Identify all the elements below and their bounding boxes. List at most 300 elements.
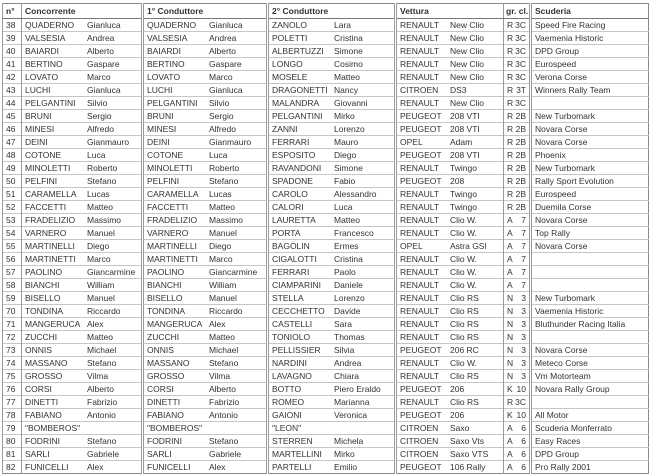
cell-concorrente bbox=[22, 357, 143, 370]
conduttore1-surname: "BOMBEROS" bbox=[147, 423, 203, 433]
cell-group-class bbox=[504, 292, 531, 305]
cell-scuderia: New Turbomark bbox=[531, 110, 649, 123]
cell-concorrente bbox=[22, 97, 143, 110]
vettura-model: Clio W. bbox=[450, 254, 477, 264]
group-value: A bbox=[507, 241, 513, 251]
cell-vettura bbox=[396, 84, 504, 97]
concorrente-surname: BISELLO bbox=[25, 293, 61, 303]
vettura-model: Saxo VTS bbox=[450, 449, 489, 459]
conduttore1-surname: FODRINI bbox=[147, 436, 182, 446]
cell-conduttore1 bbox=[143, 292, 268, 305]
cell-scuderia: Rally Sport Evolution bbox=[531, 175, 649, 188]
table-row bbox=[3, 305, 649, 318]
class-value: 3C bbox=[515, 397, 526, 407]
cell-conduttore2 bbox=[268, 396, 396, 409]
vettura-make: PEUGEOT bbox=[400, 410, 442, 420]
group-value: R bbox=[507, 46, 514, 56]
conduttore1-surname: FRADELIZIO bbox=[147, 215, 198, 225]
vettura-make: RENAULT bbox=[400, 280, 440, 290]
conduttore2-firstname: Mirko bbox=[334, 111, 355, 121]
cell-vettura bbox=[396, 201, 504, 214]
table-row bbox=[3, 123, 649, 136]
vettura-make: CITROEN bbox=[400, 436, 439, 446]
cell-group-class bbox=[504, 383, 531, 396]
concorrente-firstname: Gabriele bbox=[87, 449, 120, 459]
cell-entry-number: 71 bbox=[3, 318, 22, 331]
cell-concorrente bbox=[22, 58, 143, 71]
conduttore1-firstname: William bbox=[209, 280, 237, 290]
conduttore1-surname: SARLI bbox=[147, 449, 172, 459]
class-value: 3 bbox=[521, 358, 526, 368]
cell-scuderia: Novara Corse bbox=[531, 214, 649, 227]
cell-entry-number: 75 bbox=[3, 370, 22, 383]
concorrente-firstname: Antonio bbox=[87, 410, 116, 420]
cell-group-class bbox=[504, 175, 531, 188]
conduttore2-firstname: Paolo bbox=[334, 267, 356, 277]
concorrente-firstname: Matteo bbox=[87, 332, 113, 342]
class-value: 3 bbox=[521, 319, 526, 329]
cell-concorrente bbox=[22, 409, 143, 422]
cell-scuderia: Phoenix bbox=[531, 149, 649, 162]
table-row bbox=[3, 110, 649, 123]
cell-group-class bbox=[504, 58, 531, 71]
class-value: 3C bbox=[515, 98, 526, 108]
class-value: 2B bbox=[515, 189, 526, 199]
concorrente-firstname: Gianmauro bbox=[87, 137, 130, 147]
vettura-make: RENAULT bbox=[400, 371, 440, 381]
conduttore2-firstname: Andrea bbox=[334, 358, 362, 368]
cell-entry-number: 58 bbox=[3, 279, 22, 292]
conduttore1-firstname: Stefano bbox=[209, 436, 239, 446]
conduttore1-surname: MASSANO bbox=[147, 358, 190, 368]
group-value: A bbox=[507, 267, 513, 277]
conduttore2-surname: NARDINI bbox=[272, 358, 307, 368]
cell-vettura bbox=[396, 58, 504, 71]
cell-vettura bbox=[396, 19, 504, 32]
table-row bbox=[3, 448, 649, 461]
vettura-model: Clio RS bbox=[450, 319, 479, 329]
vettura-make: PEUGEOT bbox=[400, 150, 442, 160]
cell-conduttore1 bbox=[143, 448, 268, 461]
group-value: R bbox=[507, 72, 514, 82]
class-value: 3T bbox=[516, 85, 526, 95]
concorrente-firstname: Stefano bbox=[87, 176, 117, 186]
conduttore2-surname: PELLISSIER bbox=[272, 345, 321, 355]
vettura-make: PEUGEOT bbox=[400, 176, 442, 186]
concorrente-surname: VARNERO bbox=[25, 228, 67, 238]
cell-scuderia: DPD Group bbox=[531, 448, 649, 461]
cell-entry-number: 77 bbox=[3, 396, 22, 409]
cell-vettura bbox=[396, 45, 504, 58]
cell-concorrente bbox=[22, 84, 143, 97]
cell-vettura bbox=[396, 149, 504, 162]
vettura-model: Clio W. bbox=[450, 228, 477, 238]
cell-conduttore2 bbox=[268, 357, 396, 370]
cell-vettura bbox=[396, 266, 504, 279]
group-value: R bbox=[507, 85, 514, 95]
concorrente-surname: CORSI bbox=[25, 384, 52, 394]
conduttore1-surname: MINESI bbox=[147, 124, 177, 134]
conduttore1-firstname: Gianluca bbox=[209, 20, 243, 30]
cell-scuderia: Meteco Corse bbox=[531, 357, 649, 370]
conduttore2-surname: MALANDRA bbox=[272, 98, 320, 108]
conduttore2-firstname: Silvia bbox=[334, 345, 355, 355]
conduttore1-surname: BISELLO bbox=[147, 293, 183, 303]
cell-group-class bbox=[504, 279, 531, 292]
cell-entry-number: 57 bbox=[3, 266, 22, 279]
cell-conduttore1 bbox=[143, 357, 268, 370]
cell-conduttore2 bbox=[268, 305, 396, 318]
conduttore2-surname: CASTELLI bbox=[272, 319, 313, 329]
conduttore1-firstname: Roberto bbox=[209, 163, 240, 173]
concorrente-firstname: Alex bbox=[87, 319, 104, 329]
conduttore2-surname: PORTA bbox=[272, 228, 301, 238]
concorrente-surname: TONDINA bbox=[25, 306, 64, 316]
class-value: 3C bbox=[515, 46, 526, 56]
cell-conduttore1 bbox=[143, 19, 268, 32]
cell-group-class bbox=[504, 266, 531, 279]
vettura-model: Clio RS bbox=[450, 293, 479, 303]
conduttore1-surname: MANGERUCA bbox=[147, 319, 203, 329]
cell-concorrente bbox=[22, 422, 143, 435]
conduttore1-firstname: Michael bbox=[209, 345, 239, 355]
vettura-make: RENAULT bbox=[400, 332, 440, 342]
concorrente-firstname: Riccardo bbox=[87, 306, 121, 316]
col-header-conduttore1: 1° Conduttore bbox=[143, 4, 268, 19]
conduttore2-surname: CAROLO bbox=[272, 189, 308, 199]
cell-group-class bbox=[504, 110, 531, 123]
cell-concorrente bbox=[22, 201, 143, 214]
group-value: A bbox=[507, 423, 513, 433]
cell-conduttore1 bbox=[143, 97, 268, 110]
concorrente-surname: MASSANO bbox=[25, 358, 68, 368]
cell-conduttore2 bbox=[268, 149, 396, 162]
table-row bbox=[3, 422, 649, 435]
cell-vettura bbox=[396, 448, 504, 461]
vettura-model: New Clio bbox=[450, 72, 485, 82]
cell-vettura bbox=[396, 396, 504, 409]
cell-entry-number: 44 bbox=[3, 97, 22, 110]
conduttore1-firstname: Alex bbox=[209, 319, 226, 329]
cell-group-class bbox=[504, 227, 531, 240]
cell-vettura bbox=[396, 279, 504, 292]
cell-vettura bbox=[396, 383, 504, 396]
conduttore2-surname: DRAGONETTI bbox=[272, 85, 328, 95]
concorrente-surname: FUNICELLI bbox=[25, 462, 69, 472]
conduttore1-firstname: Marco bbox=[209, 72, 233, 82]
table-row bbox=[3, 279, 649, 292]
cell-conduttore1 bbox=[143, 32, 268, 45]
cell-vettura bbox=[396, 110, 504, 123]
cell-conduttore1 bbox=[143, 461, 268, 474]
vettura-make: PEUGEOT bbox=[400, 384, 442, 394]
cell-scuderia: DPD Group bbox=[531, 45, 649, 58]
conduttore1-surname: QUADERNO bbox=[147, 20, 197, 30]
cell-scuderia: Bluthunder Racing Italia bbox=[531, 318, 649, 331]
cell-concorrente bbox=[22, 279, 143, 292]
cell-conduttore2 bbox=[268, 227, 396, 240]
conduttore1-surname: DINETTI bbox=[147, 397, 181, 407]
conduttore2-firstname: Piero Eraldo bbox=[334, 384, 381, 394]
conduttore2-surname: CIAMPARINI bbox=[272, 280, 321, 290]
cell-entry-number: 45 bbox=[3, 110, 22, 123]
vettura-make: RENAULT bbox=[400, 397, 440, 407]
conduttore2-firstname: Veronica bbox=[334, 410, 368, 420]
class-value: 10 bbox=[516, 384, 526, 394]
conduttore2-surname: MARTELLINI bbox=[272, 449, 322, 459]
conduttore2-surname: CIGALOTTI bbox=[272, 254, 317, 264]
cell-conduttore1 bbox=[143, 279, 268, 292]
cell-group-class bbox=[504, 19, 531, 32]
cell-concorrente bbox=[22, 136, 143, 149]
concorrente-firstname: Gaspare bbox=[87, 59, 120, 69]
cell-conduttore1 bbox=[143, 370, 268, 383]
conduttore1-surname: BRUNI bbox=[147, 111, 174, 121]
cell-conduttore2 bbox=[268, 110, 396, 123]
table-row bbox=[3, 32, 649, 45]
concorrente-firstname: Vilma bbox=[87, 371, 109, 381]
cell-scuderia bbox=[531, 331, 649, 344]
cell-group-class bbox=[504, 71, 531, 84]
group-value: N bbox=[507, 371, 514, 381]
cell-concorrente bbox=[22, 292, 143, 305]
cell-scuderia: Novara Corse bbox=[531, 136, 649, 149]
conduttore1-surname: PAOLINO bbox=[147, 267, 185, 277]
concorrente-surname: COTONE bbox=[25, 150, 62, 160]
concorrente-firstname: Lucas bbox=[87, 189, 110, 199]
vettura-model: 208 VTI bbox=[450, 111, 480, 121]
col-header-concorrente: Concorrente bbox=[22, 4, 143, 19]
cell-group-class bbox=[504, 409, 531, 422]
cell-vettura bbox=[396, 422, 504, 435]
table-row bbox=[3, 188, 649, 201]
cell-group-class bbox=[504, 162, 531, 175]
cell-conduttore2 bbox=[268, 84, 396, 97]
conduttore2-surname: ROMEO bbox=[272, 397, 305, 407]
group-value: R bbox=[507, 176, 514, 186]
cell-concorrente bbox=[22, 318, 143, 331]
group-value: R bbox=[507, 33, 514, 43]
class-value: 7 bbox=[521, 254, 526, 264]
conduttore1-surname: DEINI bbox=[147, 137, 170, 147]
cell-conduttore1 bbox=[143, 110, 268, 123]
cell-scuderia: Novara Corse bbox=[531, 240, 649, 253]
conduttore1-firstname: Gabriele bbox=[209, 449, 242, 459]
conduttore2-surname: ESPOSITO bbox=[272, 150, 316, 160]
class-value: 6 bbox=[521, 423, 526, 433]
vettura-model: 106 Rally bbox=[450, 462, 486, 472]
group-value: K bbox=[507, 410, 513, 420]
cell-group-class bbox=[504, 422, 531, 435]
cell-conduttore2 bbox=[268, 97, 396, 110]
class-value: 3 bbox=[521, 345, 526, 355]
cell-concorrente bbox=[22, 253, 143, 266]
cell-scuderia bbox=[531, 396, 649, 409]
table-row bbox=[3, 266, 649, 279]
table-row bbox=[3, 435, 649, 448]
cell-vettura bbox=[396, 461, 504, 474]
conduttore2-surname: ZANOLO bbox=[272, 20, 307, 30]
cell-group-class bbox=[504, 331, 531, 344]
cell-vettura bbox=[396, 331, 504, 344]
cell-vettura bbox=[396, 32, 504, 45]
conduttore1-surname: VALSESIA bbox=[147, 33, 188, 43]
conduttore2-surname: TONIOLO bbox=[272, 332, 311, 342]
cell-entry-number: 79 bbox=[3, 422, 22, 435]
concorrente-firstname: Silvio bbox=[87, 98, 108, 108]
vettura-model: Twingo bbox=[450, 163, 477, 173]
cell-entry-number: 43 bbox=[3, 84, 22, 97]
conduttore1-surname: CORSI bbox=[147, 384, 174, 394]
cell-conduttore1 bbox=[143, 214, 268, 227]
cell-conduttore1 bbox=[143, 136, 268, 149]
conduttore2-surname: STERREN bbox=[272, 436, 313, 446]
cell-group-class bbox=[504, 97, 531, 110]
conduttore1-firstname: Andrea bbox=[209, 33, 237, 43]
concorrente-surname: PAOLINO bbox=[25, 267, 63, 277]
cell-conduttore1 bbox=[143, 383, 268, 396]
concorrente-surname: MINOLETTI bbox=[25, 163, 71, 173]
cell-scuderia: Duemila Corse bbox=[531, 201, 649, 214]
cell-conduttore2 bbox=[268, 318, 396, 331]
group-value: R bbox=[507, 137, 514, 147]
cell-entry-number: 76 bbox=[3, 383, 22, 396]
conduttore2-surname: RAVANDONI bbox=[272, 163, 322, 173]
conduttore1-firstname: Alex bbox=[209, 462, 226, 472]
concorrente-firstname: Michael bbox=[87, 345, 117, 355]
cell-conduttore1 bbox=[143, 162, 268, 175]
vettura-model: New Clio bbox=[450, 59, 485, 69]
class-value: 3C bbox=[515, 20, 526, 30]
concorrente-firstname: Marco bbox=[87, 72, 111, 82]
group-value: R bbox=[507, 98, 514, 108]
cell-conduttore1 bbox=[143, 331, 268, 344]
cell-conduttore2 bbox=[268, 136, 396, 149]
cell-scuderia bbox=[531, 279, 649, 292]
cell-concorrente bbox=[22, 19, 143, 32]
conduttore2-firstname: Emilio bbox=[334, 462, 358, 472]
table-row bbox=[3, 58, 649, 71]
conduttore2-surname: LAURETTA bbox=[272, 215, 316, 225]
conduttore2-firstname: Matteo bbox=[334, 72, 360, 82]
vettura-make: RENAULT bbox=[400, 72, 440, 82]
cell-group-class bbox=[504, 370, 531, 383]
cell-concorrente bbox=[22, 123, 143, 136]
vettura-make: RENAULT bbox=[400, 358, 440, 368]
vettura-model: Saxo bbox=[450, 423, 470, 433]
cell-scuderia: New Turbomark bbox=[531, 292, 649, 305]
cell-concorrente bbox=[22, 71, 143, 84]
cell-concorrente bbox=[22, 110, 143, 123]
table-row bbox=[3, 136, 649, 149]
conduttore2-surname: FERRARI bbox=[272, 137, 310, 147]
conduttore1-surname: LUCHI bbox=[147, 85, 173, 95]
concorrente-surname: PELFINI bbox=[25, 176, 58, 186]
cell-entry-number: 39 bbox=[3, 32, 22, 45]
cell-vettura bbox=[396, 357, 504, 370]
conduttore2-firstname: Sara bbox=[334, 319, 352, 329]
cell-concorrente bbox=[22, 175, 143, 188]
vettura-model: Saxo Vts bbox=[450, 436, 485, 446]
concorrente-surname: SARLI bbox=[25, 449, 50, 459]
cell-conduttore2 bbox=[268, 253, 396, 266]
cell-conduttore2 bbox=[268, 409, 396, 422]
vettura-model: Clio RS bbox=[450, 371, 479, 381]
cell-vettura bbox=[396, 435, 504, 448]
group-value: A bbox=[507, 254, 513, 264]
conduttore1-firstname: Alfredo bbox=[209, 124, 236, 134]
class-value: 2B bbox=[515, 150, 526, 160]
conduttore1-firstname: Stefano bbox=[209, 176, 239, 186]
cell-vettura bbox=[396, 123, 504, 136]
cell-group-class bbox=[504, 448, 531, 461]
conduttore1-surname: CARAMELLA bbox=[147, 189, 199, 199]
cell-conduttore2 bbox=[268, 45, 396, 58]
cell-group-class bbox=[504, 253, 531, 266]
cell-vettura bbox=[396, 136, 504, 149]
cell-entry-number: 47 bbox=[3, 136, 22, 149]
vettura-model: Clio W. bbox=[450, 215, 477, 225]
col-header-vettura: Vettura bbox=[396, 4, 504, 19]
concorrente-surname: FRADELIZIO bbox=[25, 215, 76, 225]
cell-scuderia: All Motor bbox=[531, 409, 649, 422]
cell-entry-number: 41 bbox=[3, 58, 22, 71]
table-row bbox=[3, 357, 649, 370]
vettura-model: Clio W. bbox=[450, 358, 477, 368]
vettura-make: RENAULT bbox=[400, 59, 440, 69]
conduttore1-firstname: Fabrizio bbox=[209, 397, 240, 407]
cell-group-class bbox=[504, 136, 531, 149]
conduttore1-surname: VARNERO bbox=[147, 228, 189, 238]
conduttore1-firstname: Silvio bbox=[209, 98, 230, 108]
conduttore1-firstname: Gianluca bbox=[209, 85, 243, 95]
conduttore1-surname: PELGANTINI bbox=[147, 98, 198, 108]
group-value: R bbox=[507, 189, 514, 199]
cell-vettura bbox=[396, 305, 504, 318]
conduttore2-firstname: Matteo bbox=[334, 215, 360, 225]
cell-group-class bbox=[504, 201, 531, 214]
group-value: A bbox=[507, 449, 513, 459]
conduttore1-firstname: Gaspare bbox=[209, 59, 242, 69]
class-value: 7 bbox=[521, 280, 526, 290]
vettura-model: Twingo bbox=[450, 189, 477, 199]
vettura-make: RENAULT bbox=[400, 33, 440, 43]
conduttore2-firstname: Michela bbox=[334, 436, 364, 446]
cell-conduttore1 bbox=[143, 344, 268, 357]
cell-conduttore2 bbox=[268, 71, 396, 84]
conduttore2-firstname: Cristina bbox=[334, 254, 363, 264]
conduttore1-firstname: Alberto bbox=[209, 384, 236, 394]
class-value: 7 bbox=[521, 267, 526, 277]
conduttore2-firstname: Francesco bbox=[334, 228, 374, 238]
cell-conduttore1 bbox=[143, 227, 268, 240]
class-value: 3 bbox=[521, 293, 526, 303]
cell-vettura bbox=[396, 227, 504, 240]
class-value: 3C bbox=[515, 33, 526, 43]
class-value: 7 bbox=[521, 215, 526, 225]
table-row bbox=[3, 253, 649, 266]
conduttore2-surname: CECCHETTO bbox=[272, 306, 325, 316]
vettura-make: RENAULT bbox=[400, 306, 440, 316]
conduttore2-firstname: Lara bbox=[334, 20, 352, 30]
vettura-model: Astra GSI bbox=[450, 241, 487, 251]
conduttore1-surname: COTONE bbox=[147, 150, 184, 160]
cell-vettura bbox=[396, 214, 504, 227]
table-row bbox=[3, 331, 649, 344]
cell-entry-number: 53 bbox=[3, 214, 22, 227]
cell-entry-number: 82 bbox=[3, 461, 22, 474]
conduttore2-surname: LONGO bbox=[272, 59, 303, 69]
